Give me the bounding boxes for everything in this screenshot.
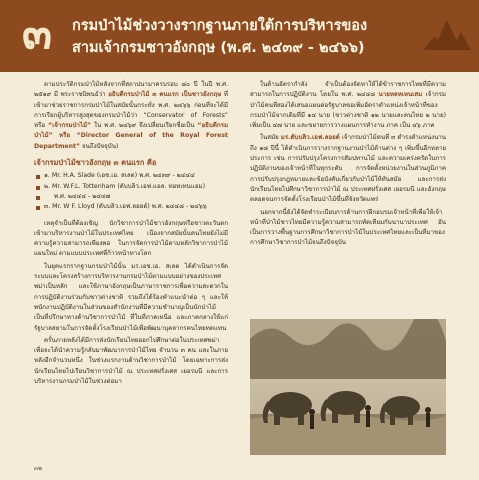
elephant-photo-image: [250, 319, 446, 455]
body-paragraph: ในด้านอัตรากำลัง จำเป็นต้องจัดหาให้ได้ข้าราชการไทยที่มีความสามารถในการปฏิบัติงาน โดยใน พ.ศ. ๒๔๔๘ นายหลหเหนเสม เจ้ากรมป่าไม้คนที่สองได้เสนอแผนต่อรัฐบาลขอเพิ่มอัตราตำแหน่งเจ้าหน้าที่ของกรมป่าไม้จากเดิมที่มี ๑๔ นาย (ชาวต่างชาติ ๑๒ นายและคนไทย ๒ นาย) เพิ่มเป็น ๔๗ นาย และขยายการวางแผนการทำงาน ภาค เป็น ๔๖ ภาค: [250, 81, 447, 130]
list-item: พ.ศ. ๒๔๔๔ - ๒๔๔๗: [34, 192, 228, 202]
conservators-list: [34, 171, 228, 212]
conservators-heading: เจ้ากรมป่าไม้ชาวอังกฤษ ๓ คนแรก คือ: [34, 158, 157, 168]
tree-logo-icon: [423, 10, 471, 50]
historical-photo: [250, 319, 446, 455]
list-item: ๒. Mr. W.F.L. Tottenham (ดับบลิว.เอฟ.แอล. ทอทเทนแฮม): [34, 182, 228, 192]
chapter-number: ๓: [21, 8, 53, 59]
chapter-header: [0, 0, 479, 72]
intro-paragraph: ตามประวัติกรมป่าไม้หลังจากที่สถาปนามาครบรอบ ๘๐ ปี ในปี พ.ศ. ๒๕๑๙ มี พระราชนิพนธ์ว่า อธิบดีกรมป่าไม้ ๓ คนแรก เป็นชาวอังกฤษ ที่เข้ามาช่วยราชการกรมป่าไม้ในสมัยนั้นกระทั่ง พ.ศ. ๒๔๖๖ ก่อนที่จะได้มีการเรียกผู้บริหารสูงสุดของกรมป่าไม้ว่า “Conservator of Forests” หรือ “เจ้ากรมป่าไม้” ใน พ.ศ. ๒๔๖๙ จึงเปลี่ยนเรียกชื่อเป็น “อธิบดีกรมป่าไม้” หรือ “Director General of the Royal Forest Department” จนถึงปัจจุบัน): [34, 81, 229, 150]
list-item: ๓. Mr. W F. Lloyd (ดับบลิว.เอฟ.ลอยด์) พ.ศ. ๒๔๔๘ - ๒๔๖๖: [34, 202, 228, 212]
chapter-title-line1: กรมป่าไม้ช่วงวางรากฐานภายใต้การบริหารของ: [72, 18, 368, 34]
body-paragraph: ในยุคแรกรากฐานกรมป่าไม้นั้น มร.เอช.เอ. สเลด ได้ดำเนินการจัดระบบและโครงสร้างการบริหารงานกรมป่าไม้ตามแบบอย่างของประเทศพม่าเป็นหลัก และใช้ภาษาอังกฤษเป็นภาษาราชการเพื่อความสะดวกในการปฏิบัติงานร่วมกับชาวต่างชาติ รวมถึงได้ร้องคำแนะนำต่อ ๆ และให้พนักงานปฏิบัติงานในส่วนของสำนักงานที่มีความชำนาญเป็นนักป่าไม้ เป็นที่ปรึกษาทางด้านวิชาการป่าไม้ ที่ในที่ภาคเหนือ และภาคกลางให้แก่รัฐบาลสยามในการจัดตั้งโรงเรียนป่าไม้เพื่อพัฒนาบุคลากรคนไทยทดแทน: [34, 262, 228, 332]
right-column: [250, 80, 446, 251]
body-paragraph: ครั้นภายหลังได้มีการส่งนักเรียนไทยออกไปศึกษาต่อในประเทศพม่า เพื่อจะได้นำความรู้กลับมาพัฒนาการป่าไม้ไทย จำนวน ๓ คน และในภายหลังอีกจำนวนหนึ่ง ในช่วงแรกงานด้านวิชาการป่าไม้ โดยเฉพาะการส่งนักเรียนไทยไปเรียนวิชาการป่าไม้ ณ ประเทศฝรั่งเศส เยอรมนี และการบริหารงานกรมป่าไม้ในช่วงต่อมา: [34, 336, 228, 386]
list-item: ๑. Mr. H.A. Slade (เอช.เอ. สเลด) พ.ศ. ๒๔๓๙ - ๒๔๔๔: [34, 171, 228, 181]
body-paragraph: เหตุจำเป็นที่ต้องเชิญ นักวิชาการป่าไม้ชาวอังกฤษหรือชาวตะวันตกเข้ามาบริหารงานป่าไม้ในประเทศไทย เนื่องจากสมัยนั้นคนไทยยังไม่มีความรู้ความสามารถเพียงพอ ในการจัดการป่าไม้ตามหลักวิชาการป่าไม้แผนใหม่ ตามแบบประเทศที่ก้าวหน้าทางโลก: [34, 219, 228, 258]
chapter-title-line2: สามเจ้ากรมชาวอังกฤษ (พ.ศ. ๒๔๓๙ - ๒๔๖๖): [72, 40, 365, 56]
body-paragraph: ในสมัย มร.ดับบลิว.เอฟ.ลอยด์ เจ้ากรมป่าไม้คนที่ ๓ ดำรงตำแหน่งนานถึง ๑๘ ปีนี้ ได้ดำเนินการวางรากฐานงานป่าไม้ด้านต่าง ๆ เพิ่มขึ้นอีกหลายประการ เช่น การปรับปรุงโครงการสัมปทานไม้ และความเคร่งครัดในการปฏิบัติงานของเจ้าหน้าที่ในทุกระดับ การจัดตั้งหน่วยงานในส่วนภูมิภาค การปรับปรุงกฎหมายและข้อบังคับเกี่ยวกับป่าไม้ให้ทันสมัย และการส่งนักเรียนไทยไปศึกษาวิชาการป่าไม้ ณ ประเทศฝรั่งเศส เยอรมนี และอังกฤษ ตลอดจนการจัดตั้งโรงเรียนป่าไม้ขึ้นที่จังหวัดแพร่: [250, 134, 447, 204]
left-column: [34, 80, 228, 389]
page-number: ๓๒: [34, 465, 43, 472]
body-paragraph: นอกจากนี้ยังได้จัดทำระเบียบการด้านการฝึกอบรมเจ้าหน้าที่เพื่อให้เจ้าหน้าที่ป่าไม้ชาวไทยมีความรู้ความสามารถทัดเทียมกับนานาประเทศ อันเป็นการวางพื้นฐานการศึกษาวิชาการป่าไม้ในประเทศไทยและเป็นที่มาของการศึกษาวิชาการป่าไม้จนถึงปัจจุบัน: [250, 208, 446, 247]
